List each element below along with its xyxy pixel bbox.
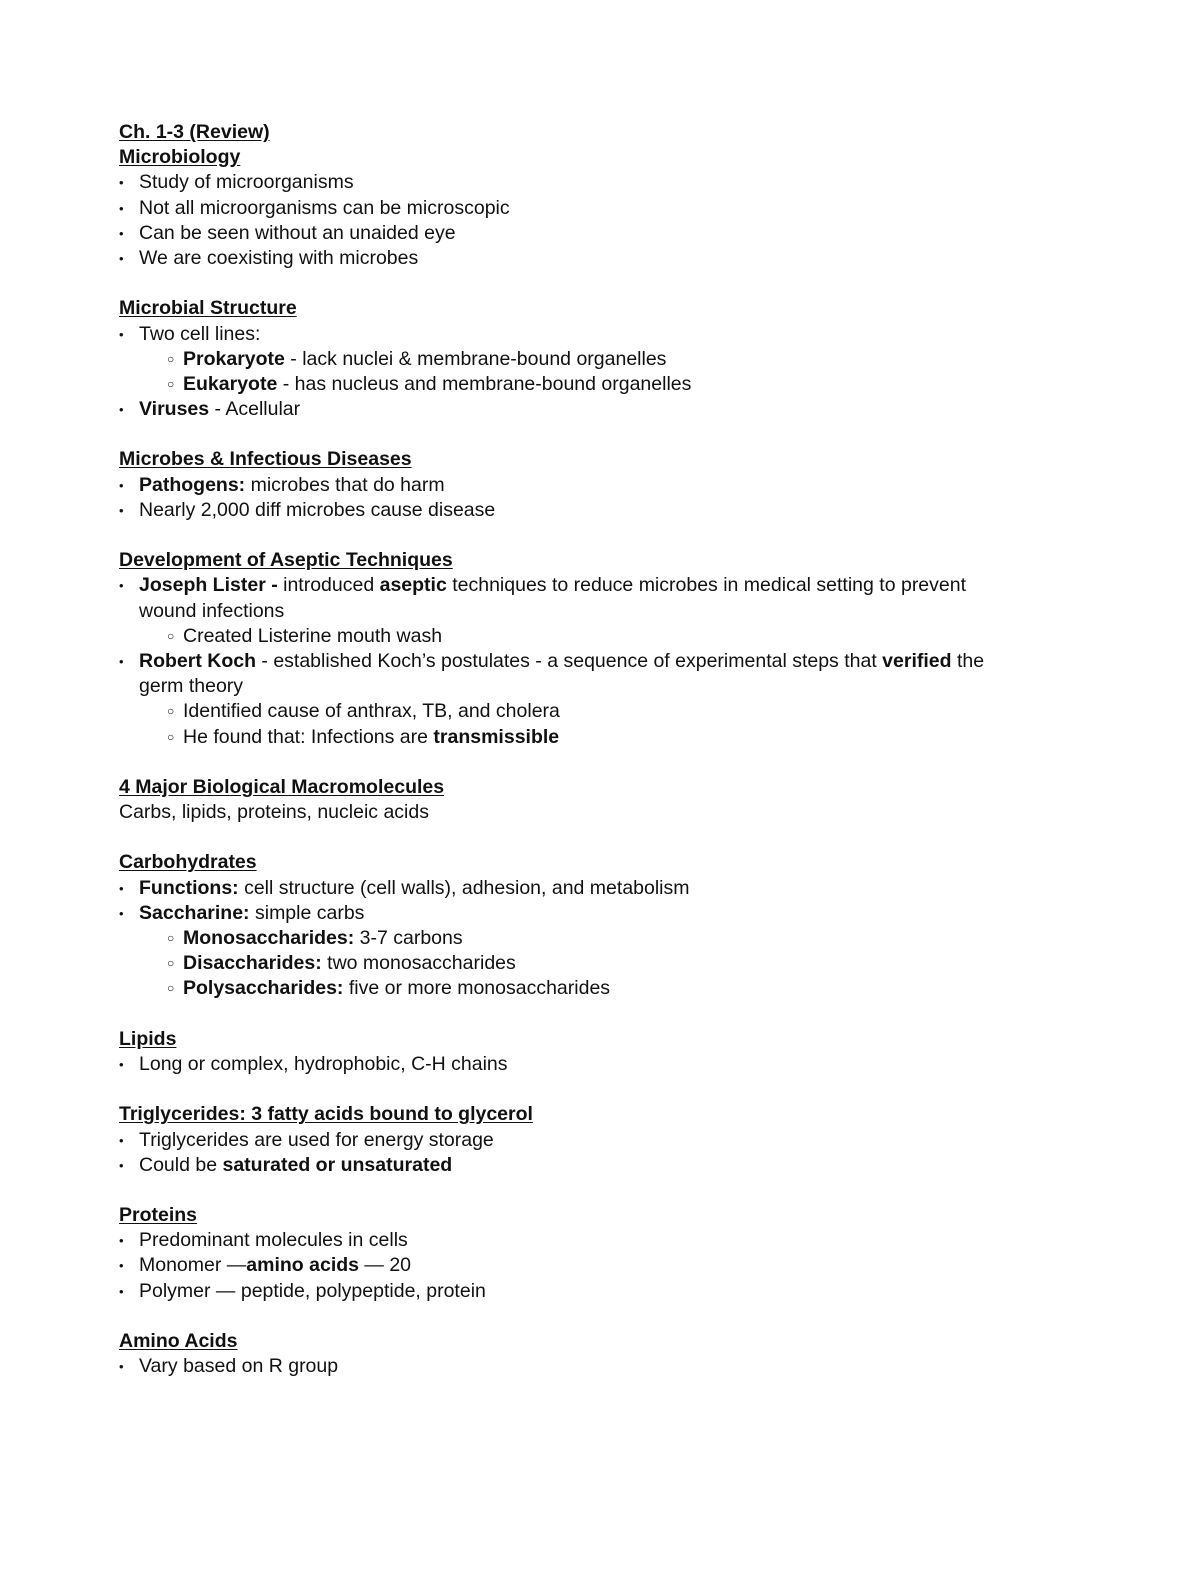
bold-text: Polysaccharides:	[183, 977, 344, 1000]
text: - established Koch’s postulates - a sequence of experimental steps that	[256, 649, 883, 672]
bullet-item	[119, 573, 1079, 598]
bullet-item	[119, 397, 1079, 422]
bullet-icon: •	[119, 578, 124, 594]
text: Could be	[139, 1153, 223, 1176]
sub-bullet-item	[119, 926, 1079, 951]
text: Nearly 2,000 diff microbes cause disease	[139, 498, 496, 521]
bullet-icon: •	[119, 653, 124, 669]
bullet-icon: •	[119, 477, 124, 493]
bullet-icon: •	[119, 1132, 124, 1148]
text: — 20	[359, 1254, 412, 1277]
section-spacer	[119, 825, 1079, 850]
text: Two cell lines:	[139, 322, 261, 345]
text: We are coexisting with microbes	[139, 246, 419, 269]
text: Study of microorganisms	[139, 171, 354, 194]
bullet-icon: •	[119, 402, 124, 418]
circle-bullet-icon: ○	[167, 704, 175, 719]
text: He found that: Infections are	[183, 725, 434, 748]
bold-text: aseptic	[379, 574, 447, 597]
notes-document	[119, 120, 1079, 1379]
bullet-icon: •	[119, 502, 124, 518]
text: wound infections	[139, 599, 285, 622]
bullet-item	[119, 1279, 1079, 1304]
bold-text: Robert Koch	[139, 649, 256, 672]
text: Triglycerides are used for energy storage	[139, 1128, 494, 1151]
bullet-icon: •	[119, 1157, 124, 1173]
circle-bullet-icon: ○	[167, 931, 175, 945]
text: germ theory	[139, 675, 244, 698]
bold-text: amino acids	[246, 1254, 359, 1277]
text: the	[951, 649, 985, 672]
section-spacer	[119, 1178, 1079, 1203]
sub-bullet-item	[119, 347, 1079, 372]
section-heading: Triglycerides: 3 fatty acids bound to glycerol	[119, 1103, 533, 1126]
bold-text: Eukaryote	[183, 372, 278, 395]
text: Polymer — peptide, polypeptide, protein	[139, 1279, 486, 1302]
bold-text: Pathogens:	[139, 473, 246, 496]
text: 3-7 carbons	[354, 927, 463, 949]
bullet-icon: •	[119, 225, 124, 241]
bold-text: verified	[882, 649, 952, 672]
bold-text: transmissible	[433, 725, 560, 748]
text: cell structure (cell walls), adhesion, and metabolism	[238, 876, 690, 899]
bullet-item	[119, 246, 1079, 271]
section-heading: Microbiology	[119, 146, 241, 169]
text: Predominant molecules in cells	[139, 1229, 408, 1252]
bullet-icon: •	[119, 905, 124, 921]
text: Long or complex, hydrophobic, C-H chains	[139, 1052, 508, 1075]
text: Monomer —	[139, 1254, 247, 1277]
bullet-item	[119, 170, 1079, 195]
text: Can be seen without an unaided eye	[139, 221, 456, 244]
bullet-icon: •	[119, 326, 124, 342]
bullet-item	[119, 1128, 1079, 1153]
text-line	[119, 800, 1079, 825]
bullet-item	[119, 196, 1079, 221]
section-heading: Lipids	[119, 1027, 177, 1050]
bullet-icon: •	[119, 880, 124, 896]
text: - Acellular	[209, 398, 301, 421]
bullet-item	[119, 473, 1079, 498]
bullet-icon: •	[119, 1283, 124, 1299]
bullet-icon: •	[119, 1233, 124, 1249]
section-spacer	[119, 750, 1079, 775]
circle-bullet-icon: ○	[167, 729, 175, 744]
section-heading: Microbial Structure	[119, 297, 297, 320]
sub-bullet-item	[119, 699, 1079, 724]
bullet-item	[119, 649, 1079, 674]
bullet-item	[119, 221, 1079, 246]
section-spacer	[119, 1077, 1079, 1102]
text: two monosaccharides	[321, 952, 516, 975]
section-spacer	[119, 271, 1079, 296]
text-line	[119, 674, 1079, 699]
section-heading: 4 Major Biological Macromolecules	[119, 775, 445, 798]
text: Not all microorganisms can be microscopic	[139, 196, 510, 219]
section-spacer	[119, 523, 1079, 548]
bullet-item	[119, 1228, 1079, 1253]
sub-bullet-item	[119, 624, 1079, 649]
section-heading: Amino Acids	[119, 1330, 238, 1352]
text: Carbs, lipids, proteins, nucleic acids	[119, 801, 429, 824]
bold-text: Disaccharides:	[183, 952, 322, 975]
text: five or more monosaccharides	[343, 977, 611, 1000]
circle-bullet-icon: ○	[167, 628, 175, 643]
circle-bullet-icon: ○	[167, 981, 175, 996]
bullet-item	[119, 498, 1079, 523]
bullet-item	[119, 1253, 1079, 1278]
bullet-item	[119, 322, 1079, 347]
text: simple carbs	[249, 901, 365, 924]
bullet-item	[119, 876, 1079, 901]
bold-text: Functions:	[139, 876, 239, 899]
bold-text: saturated or unsaturated	[222, 1153, 453, 1176]
section-heading: Proteins	[119, 1204, 198, 1227]
bullet-icon: •	[119, 1359, 124, 1375]
bold-text: Joseph Lister -	[139, 574, 278, 597]
text: - has nucleus and membrane-bound organelles	[277, 372, 692, 395]
section-spacer	[119, 1304, 1079, 1329]
bullet-icon: •	[119, 200, 124, 216]
bullet-item	[119, 901, 1079, 926]
text: microbes that do harm	[245, 473, 445, 496]
bold-text: Monosaccharides:	[183, 927, 355, 949]
text: Created Listerine mouth wash	[183, 624, 443, 647]
bullet-icon: •	[119, 175, 124, 191]
section-heading: Carbohydrates	[119, 851, 257, 874]
text: - lack nuclei & membrane-bound organelles	[284, 347, 667, 370]
bold-text: Saccharine:	[139, 901, 250, 924]
bullet-icon: •	[119, 1056, 124, 1072]
circle-bullet-icon: ○	[167, 376, 175, 391]
bullet-icon: •	[119, 1258, 124, 1274]
sub-bullet-item	[119, 951, 1079, 976]
bold-text: Viruses	[139, 398, 210, 421]
sub-bullet-item	[119, 725, 1079, 750]
text: introduced	[277, 574, 380, 597]
section-heading: Development of Aseptic Techniques	[119, 549, 453, 572]
section-spacer	[119, 1002, 1079, 1027]
bullet-item	[119, 1153, 1079, 1178]
bullet-item	[119, 1052, 1079, 1077]
section-heading: Microbes & Infectious Diseases	[119, 448, 412, 471]
text: Identified cause of anthrax, TB, and cholera	[183, 700, 560, 723]
sub-bullet-item	[119, 976, 1079, 1001]
text: techniques to reduce microbes in medical setting to prevent	[446, 574, 967, 597]
text-line	[119, 599, 1079, 624]
bullet-icon: •	[119, 250, 124, 266]
sub-bullet-item	[119, 372, 1079, 397]
text: Vary based on R group	[139, 1355, 339, 1378]
document-title: Ch. 1-3 (Review)	[119, 121, 270, 143]
circle-bullet-icon: ○	[167, 351, 175, 366]
bold-text: Prokaryote	[183, 347, 285, 370]
circle-bullet-icon: ○	[167, 956, 175, 971]
section-spacer	[119, 422, 1079, 447]
bullet-item	[119, 1354, 1079, 1379]
